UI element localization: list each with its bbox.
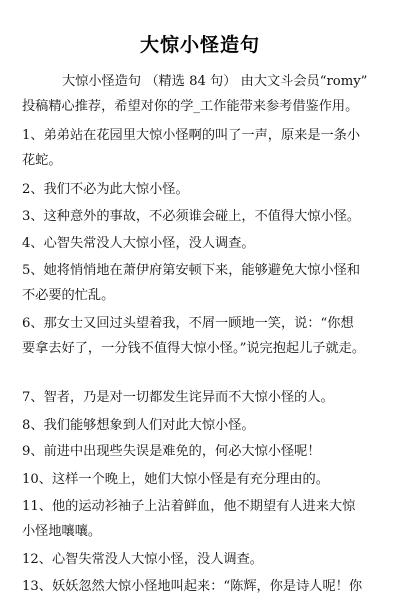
sentence-line: 13、妖妖忽然大惊小怪地叫起来：“陈辉，你是诗人呢！你 <box>22 579 363 594</box>
sentence-line: 不必要的忙乱。 <box>22 288 115 303</box>
sentence-line: 6、那女士又回过头望着我，不屑一顾地一笑，说：“你想 <box>22 316 354 331</box>
sentence-line: 4、心智失常没人大惊小怪，没人调查。 <box>22 236 255 251</box>
sentence-line: 要拿去好了，一分钱不值得大惊小怪。”说完抱起儿子就走。 <box>22 341 366 356</box>
sentence-line: 12、心智失常没人大惊小怪，没人调查。 <box>22 552 263 567</box>
sentence-line: 2、我们不必为此大惊小怪。 <box>22 182 189 197</box>
sentence-line: 花蛇。 <box>22 153 62 168</box>
sentence-line: 10、这样一个晚上，她们大惊小怪是有充分理由的。 <box>22 472 329 487</box>
sentence-line: 5、她将悄悄地在萧伊府第安顿下来，能够避免大惊小怪和 <box>22 263 361 278</box>
sentence-line: 7、智者，乃是对一切都发生诧异而不大惊小怪的人。 <box>22 390 334 405</box>
sentence-line: 11、他的运动衫袖子上沾着鲜血，他不期望有人进来大惊 <box>22 499 356 514</box>
intro-line: 大惊小怪造句 （精选 84 句） 由大文斗会员“romy” <box>62 74 368 89</box>
intro-line: 投稿精心推荐，希望对你的学_工作能带来参考借鉴作用。 <box>22 99 359 114</box>
document-title: 大惊小怪造句 <box>139 34 260 56</box>
sentence-line: 9、前进中出现些失误是难免的，何必大惊小怪呢！ <box>22 444 321 459</box>
sentence-line: 8、我们能够想象到人们对此大惊小怪。 <box>22 418 255 433</box>
sentence-line: 小怪地嚷嚷。 <box>22 524 102 539</box>
sentence-line: 1、弟弟站在花园里大惊小怪啊的叫了一声，原来是一条小 <box>22 128 361 143</box>
sentence-line: 3、这种意外的事故，不必须谁会碰上，不值得大惊小怪。 <box>22 209 361 224</box>
